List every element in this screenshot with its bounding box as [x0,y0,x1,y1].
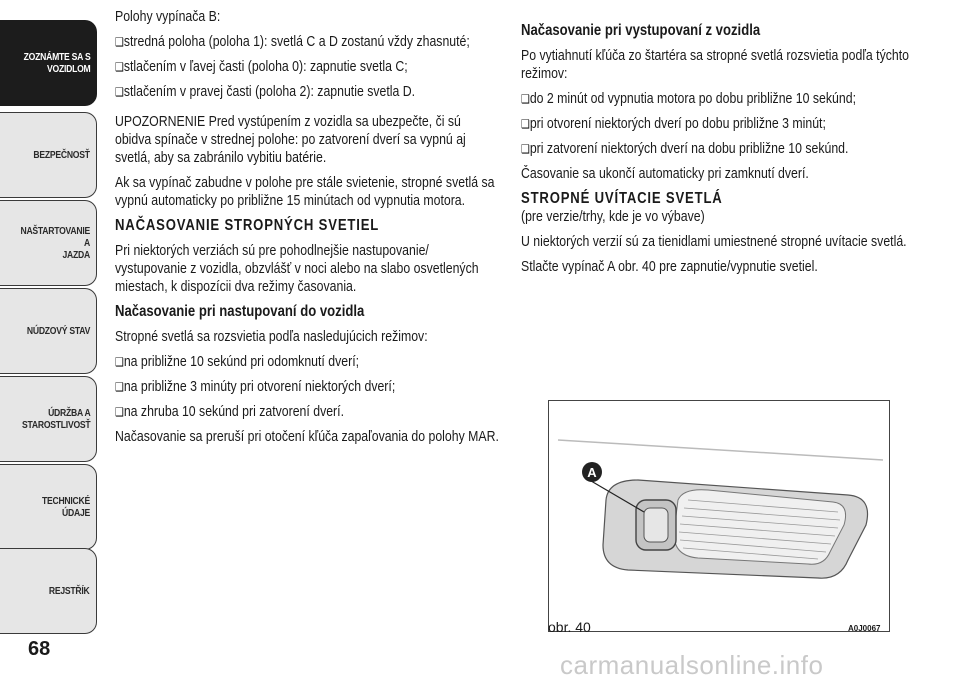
list-item: ❑ pri otvorení niektorých dverí po dobu približne 3 minút; [521,115,921,133]
section-heading-welcome: STROPNÉ UVÍTACIE SVETLÁ [521,190,723,207]
sidebar [0,0,100,686]
list-item: ❑ stlačením v ľavej časti (poloha 0): zapnutie svetla C; [115,58,500,76]
tab-rejstrik[interactable]: REJSTŘÍK [0,548,97,634]
auto-off-text: Ak sa vypínač zabudne v polohe pre stále svietenie, stropné svetlá sa vypnú automaticky po približne 15 minútach od vypnutia motora. [115,174,495,209]
tab-zoznamte-sa[interactable]: ZOZNÁMTE SA S VOZIDLOM [0,20,97,106]
entering-end: Načasovanie sa preruší pri otočení kľúča zapaľovania do polohy MAR. [115,428,499,445]
warning-text: UPOZORNENIE Pred vystúpením z vozidla sa ubezpečte, či sú obidva spínače v strednej polohe: po zatvorení dverí sa vypnú aj svetlá, aby sa zabránilo vybitiu batérie. [115,113,466,166]
list-item: ❑ na približne 3 minúty pri otvorení niektorých dverí; [115,378,500,396]
figure-code: A0J0067 [848,624,881,633]
section-heading-timing: NAČASOVANIE STROPNÝCH SVETIEL [115,217,380,234]
figure-40 [548,400,890,632]
list-item: ❑ stredná poloha (poloha 1): svetlá C a D zostanú vždy zhasnuté; [115,33,500,51]
timing-intro: Pri niektorých verziách sú pre pohodlnejšie nastupovanie/ vystupovanie z vozidla, obzvlášť v noci alebo na slabo osvetlených miestach, k dispozícii dva režimy časovania. [115,242,479,295]
exiting-intro: Po vytiahnutí kľúča zo štartéra sa stropné svetlá rozsvietia podľa týchto režimov: [521,47,909,82]
callout-a-label: A [587,465,597,480]
positions-intro: Polohy vypínača B: [115,8,221,25]
page-number: 68 [28,638,51,660]
subheading-exiting: Načasovanie pri vystupovaní z vozidla [521,22,761,39]
welcome-p1: U niektorých verzií sú za tienidlami umiestnené stropné uvítacie svetlá. [521,233,907,250]
list-item: ❑ stlačením v pravej časti (poloha 2): zapnutie svetla D. [115,83,500,101]
left-column [115,8,500,453]
tab-udrzba[interactable]: ÚDRŽBA A STAROSTLIVOSŤ [0,376,97,462]
watermark: carmanualsonline.info [560,650,824,680]
list-item: ❑ pri zatvorení niektorých dverí na dobu približne 10 sekúnd. [521,140,921,158]
list-item: ❑ do 2 minút od vypnutia motora po dobu približne 10 sekúnd; [521,90,921,108]
tab-nastartovanie[interactable]: NAŠTARTOVANIE A JAZDA [0,200,97,286]
list-item: ❑ na približne 10 sekúnd pri odomknutí dverí; [115,353,500,371]
welcome-p2: Stlačte vypínač A obr. 40 pre zapnutie/vypnutie svetiel. [521,258,818,275]
welcome-note: (pre verzie/trhy, kde je vo výbave) [521,208,705,225]
list-item: ❑ na zhruba 10 sekúnd pri zatvorení dverí. [115,403,500,421]
subheading-entering: Načasovanie pri nastupovaní do vozidla [115,303,365,320]
tab-technicke-udaje[interactable]: TECHNICKÉ ÚDAJE [0,464,97,550]
entering-intro: Stropné svetlá sa rozsvietia podľa nasledujúcich režimov: [115,328,428,345]
figure-caption: obr. 40 [548,619,591,635]
right-column [521,8,921,283]
tab-nudzovy-stav[interactable]: NÚDZOVÝ STAV [0,288,97,374]
exiting-end: Časovanie sa ukončí automaticky pri zamknutí dverí. [521,165,809,182]
courtesy-light-illustration [548,400,890,632]
tab-bezpecnost[interactable]: BEZPEČNOSŤ [0,112,97,198]
